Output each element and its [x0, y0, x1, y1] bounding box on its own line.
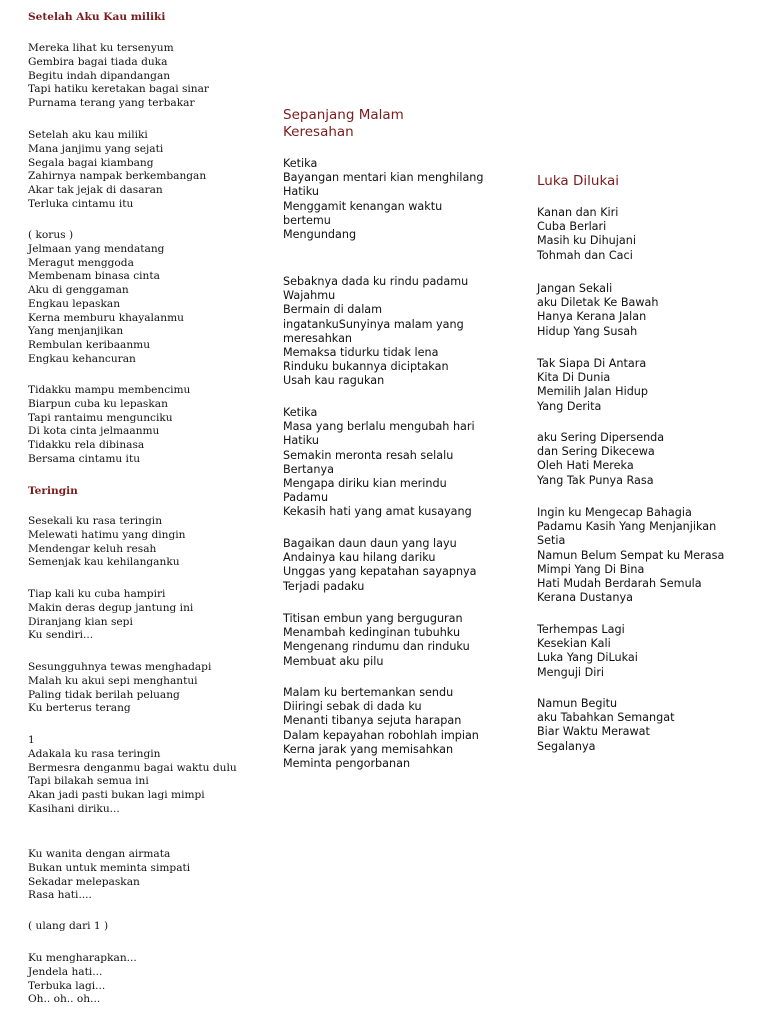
- lyric-line: Semenjak kau kehilanganku: [28, 556, 180, 569]
- lyric-line: Sekadar melepaskan: [28, 875, 140, 888]
- stanza: [28, 734, 263, 817]
- stanza: [28, 384, 263, 467]
- lyric-line: aku Diletak Ke Bawah: [537, 296, 659, 310]
- lyric-line: Cuba Berlari: [537, 220, 607, 234]
- lyric-line: Bayangan mentari kian menghilang: [283, 171, 484, 185]
- lyric-line: Menanti tibanya sejuta harapan: [283, 714, 462, 728]
- lyric-line: Di kota cinta jelmaanmu: [28, 425, 160, 438]
- lyric-line: Bagaikan daun daun yang layu: [283, 537, 457, 550]
- lyric-line: Sebaknya dada ku rindu padamu: [283, 275, 469, 288]
- lyric-line: Usah kau ragukan: [283, 374, 385, 388]
- lyric-line: Mengenang rindumu dan rinduku: [283, 640, 470, 654]
- lyric-line: Kasihani diriku...: [28, 802, 120, 815]
- lyric-line: Ingin ku Mengecap Bahagia: [537, 506, 692, 519]
- lyric-line: Yang Tak Punya Rasa: [537, 473, 654, 487]
- lyric-line: Tidakku mampu membencimu: [28, 384, 191, 396]
- stanza: [537, 206, 757, 263]
- stanza: [28, 129, 263, 212]
- song-title-setelah-aku-kau-miliki: Setelah Aku Kau miliki: [28, 11, 166, 23]
- lyric-line: Kesekian Kali: [537, 637, 611, 651]
- lyric-line: Jangan Sekali: [537, 282, 613, 295]
- lyric-line: Diranjang kian sepi: [28, 615, 133, 628]
- stanza: [537, 357, 757, 414]
- lyric-line: Hati Mudah Berdarah Semula: [537, 577, 702, 591]
- lyric-line: Semakin meronta resah selalu: [283, 448, 454, 462]
- lyric-line: Meminta pengorbanan: [283, 757, 411, 771]
- lyric-line: Begitu indah dipandangan: [28, 69, 171, 82]
- lyric-line: Kerana Dustanya: [537, 591, 633, 605]
- lyric-line: Bermesra denganmu bagai waktu dulu: [28, 761, 237, 774]
- stanza: [28, 42, 263, 111]
- lyric-line: ( korus ): [28, 229, 74, 241]
- lyric-line: Mendengar keluh resah: [28, 542, 157, 555]
- lyric-line: Yang Derita: [537, 399, 602, 413]
- lyric-line: Biar Waktu Merawat: [537, 725, 650, 739]
- lyric-line: Segala bagai kiambang: [28, 156, 154, 169]
- stanza: [28, 588, 263, 643]
- lyric-line: Hatiku: [283, 185, 319, 199]
- lyric-line: Terhempas Lagi: [537, 623, 625, 636]
- lyric-line: Mimpi Yang Di Bina: [537, 562, 645, 576]
- lyric-line: Hanya Kerana Jalan: [537, 310, 647, 324]
- stanza: [537, 506, 727, 605]
- lyric-line: Oh.. oh.. oh...: [28, 993, 101, 1006]
- lyric-line: Kita Di Dunia: [537, 371, 611, 385]
- lyric-line: Mereka lihat ku tersenyum: [28, 42, 174, 54]
- lyric-line: Aku di genggaman: [28, 284, 129, 296]
- lyric-line: Titisan embun yang berguguran: [283, 612, 463, 625]
- lyric-line: Bukan untuk meminta simpati: [28, 861, 191, 874]
- lyric-line: Ku sendiri...: [28, 629, 94, 642]
- lyric-line: Bertanya: [283, 462, 334, 476]
- lyric-line: Mengapa diriku kian merindu: [283, 477, 447, 491]
- lyric-line: dan Sering Dikecewa: [537, 445, 655, 459]
- lyric-line: aku Tabahkan Semangat: [537, 711, 675, 725]
- lyric-line: Unggas yang kepatahan sayapnya: [283, 565, 477, 579]
- lyric-line: Bermain di dalam: [283, 303, 383, 317]
- lyric-line: Ku berterus terang: [28, 702, 131, 715]
- lyric-line: Engkau kehancuran: [28, 352, 136, 365]
- lyric-line: Adakala ku rasa teringin: [28, 747, 161, 760]
- lyric-line: Namun Begitu: [537, 697, 618, 710]
- lyric-line: Jendela hati...: [28, 965, 103, 978]
- lyric-line: Rasa hati....: [28, 889, 92, 902]
- lyric-line: Ketika: [283, 157, 318, 170]
- lyric-line: Terbuka lagi...: [28, 979, 106, 992]
- lyric-line: Diiringi sebak di dada ku: [283, 700, 422, 714]
- stanza: [28, 952, 263, 1007]
- lyric-line: Kekasih hati yang amat kusayang: [283, 505, 472, 519]
- lyric-line: Biarpun cuba ku lepaskan: [28, 397, 168, 410]
- lyric-line: ingatankuSunyinya malam yang meresahkan: [283, 317, 464, 345]
- lyric-line: Oleh Hati Mereka: [537, 459, 634, 473]
- lyric-line: Hidup Yang Susah: [537, 324, 638, 338]
- stanza: [283, 275, 488, 389]
- stanza: [537, 697, 757, 754]
- lyric-line: Gembira bagai tiada duka: [28, 55, 168, 68]
- lyric-line: Mengundang: [283, 228, 357, 242]
- lyric-line: Terluka cintamu itu: [28, 197, 134, 210]
- lyric-line: Tohmah dan Caci: [537, 248, 633, 262]
- song-title-luka-dilukai: Luka Dilukai: [537, 173, 620, 189]
- lyric-line: Masa yang berlalu mengubah hari: [283, 420, 475, 434]
- lyric-line: Setelah aku kau miliki: [28, 129, 148, 141]
- lyric-line: Sesekali ku rasa teringin: [28, 515, 163, 527]
- lyric-line: Menguji Diri: [537, 665, 605, 679]
- lyric-line: Jelmaan yang mendatang: [28, 242, 165, 255]
- lyric-line: Memaksa tidurku tidak lena: [283, 346, 439, 360]
- lyric-line: Ku mengharapkan...: [28, 952, 137, 964]
- lyric-line: Sesungguhnya tewas menghadapi: [28, 661, 212, 673]
- lyric-line: Memilih Jalan Hidup: [537, 385, 648, 399]
- stanza: [28, 848, 263, 903]
- lyric-line: Rinduku bukannya diciptakan: [283, 360, 449, 374]
- lyric-line: Mana janjimu yang sejati: [28, 142, 164, 155]
- lyric-line: Rembulan keribaanmu: [28, 339, 151, 351]
- lyric-line: Zahirnya nampak berkembangan: [28, 170, 207, 183]
- lyric-line: Membenam binasa cinta: [28, 270, 160, 283]
- stanza: [537, 623, 757, 680]
- lyric-line: Engkau lepaskan: [28, 297, 121, 310]
- song-title-sepanjang-malam-keresahan: Sepanjang Malam Keresahan: [283, 107, 404, 140]
- lyric-line: Malah ku akui sepi menghantui: [28, 674, 198, 687]
- lyric-line: Akar tak jejak di dasaran: [28, 184, 163, 196]
- lyric-line: Menambah kedinginan tubuhku: [283, 626, 461, 640]
- lyric-line: Yang menjanjikan: [28, 325, 124, 338]
- stanza: [283, 612, 488, 669]
- lyric-line: Tapi bilakah semua ini: [28, 775, 149, 788]
- lyric-line: Wajahmu: [283, 289, 336, 303]
- stanza: [28, 661, 263, 716]
- lyric-line: Ku wanita dengan airmata: [28, 848, 171, 860]
- lyric-line: Bersama cintamu itu: [28, 452, 141, 465]
- lyric-line: Menggamit kenangan waktu bertemu: [283, 199, 443, 227]
- lyric-line: Tak Siapa Di Antara: [537, 357, 647, 370]
- lyric-line: Kerna jarak yang memisahkan: [283, 742, 454, 756]
- lyric-line: Hatiku: [283, 434, 319, 448]
- lyric-line: Padamu Kasih Yang Menjanjikan Setia: [537, 520, 717, 548]
- lyric-line: Padamu: [283, 491, 329, 505]
- stanza: [28, 920, 263, 934]
- lyric-line: ( ulang dari 1 ): [28, 920, 109, 932]
- lyric-line: Purnama terang yang terbakar: [28, 97, 195, 109]
- lyric-line: 1: [28, 734, 35, 746]
- lyric-line: Membuat aku pilu: [283, 654, 384, 668]
- lyric-line: Terjadi padaku: [283, 579, 365, 593]
- stanza: [283, 406, 488, 520]
- stanza: [28, 229, 263, 367]
- lyric-line: Meragut menggoda: [28, 256, 134, 269]
- song-title-teringin: Teringin: [28, 485, 78, 497]
- lyric-line: Segalanya: [537, 739, 596, 753]
- lyric-line: Akan jadi pasti bukan lagi mimpi: [28, 789, 205, 801]
- lyric-line: Kanan dan Kiri: [537, 206, 619, 219]
- lyric-line: Andainya kau hilang dariku: [283, 551, 436, 565]
- lyric-line: Malam ku bertemankan sendu: [283, 686, 454, 699]
- lyric-line: Namun Belum Sempat ku Merasa: [537, 548, 725, 562]
- lyric-line: Luka Yang DiLukai: [537, 651, 638, 665]
- lyric-line: Ketika: [283, 406, 318, 419]
- lyric-line: Kerna memburu khayalanmu: [28, 311, 184, 324]
- lyric-line: Tapi rantaimu mengunciku: [28, 411, 173, 424]
- stanza: [283, 537, 488, 594]
- stanza: [537, 282, 757, 339]
- lyric-line: Tidakku rela dibinasa: [28, 439, 145, 451]
- stanza: [283, 686, 498, 771]
- lyric-line: Masih ku Dihujani: [537, 234, 636, 248]
- lyric-line: Dalam kepayahan robohlah impian: [283, 728, 479, 742]
- lyric-line: Paling tidak berilah peluang: [28, 688, 180, 701]
- stanza: [537, 431, 757, 488]
- lyric-line: Tapi hatiku keretakan bagai sinar: [28, 83, 209, 96]
- stanza: [283, 157, 488, 242]
- lyric-line: Melewati hatimu yang dingin: [28, 528, 186, 541]
- lyric-line: aku Sering Dipersenda: [537, 431, 665, 444]
- stanza: [28, 515, 263, 570]
- lyric-line: Tiap kali ku cuba hampiri: [28, 588, 166, 600]
- lyric-line: Makin deras degup jantung ini: [28, 601, 194, 614]
